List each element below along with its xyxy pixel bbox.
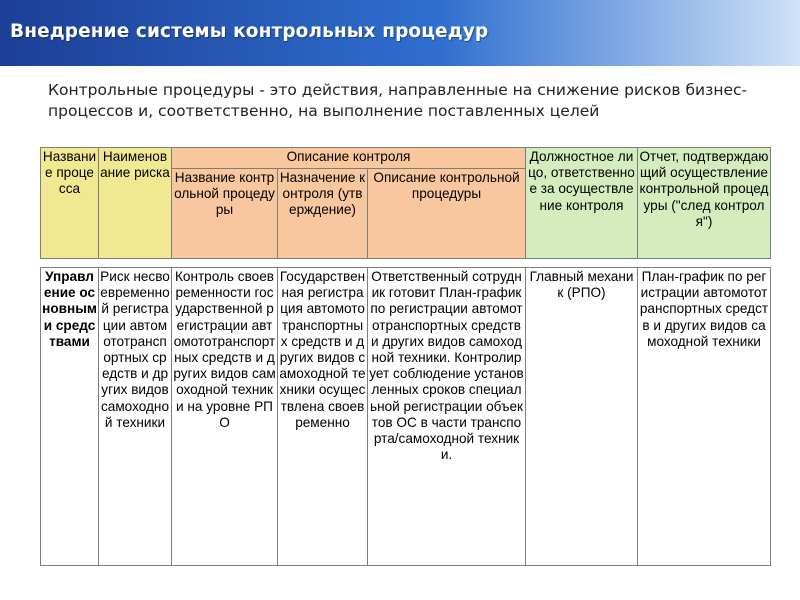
header-process-name: Название процесса	[41, 148, 99, 259]
control-table-body	[40, 267, 771, 566]
slide-title: Внедрение системы контрольных процедур	[10, 21, 489, 42]
intro-paragraph: Контрольные процедуры - это действия, направленные на снижение рисков бизнес-процессов и, соответственно, на выполнение поставленных целей	[48, 81, 748, 120]
header-control-purpose: Назначение контроля (утверждение)	[278, 169, 368, 259]
cell-risk: Риск несвоевременной регистрации автомототранспортных средств и других видов самоходной техники	[99, 268, 172, 566]
header-responsible-person: Должностное лицо, ответственное за осуществление контроля	[526, 148, 638, 259]
cell-control-description: Ответственный сотрудник готовит План-график по регистрации автомототранспортных средств и других видов самоходной техники. Контролирует соблюдение установленных сроков специальной регистрации объектов ОС в части транспорта/самоходной техники.	[368, 268, 526, 566]
cell-report: План-график по регистрации автомототранспортных средств и других видов самоходной техники	[638, 268, 771, 566]
header-report: Отчет, подтверждающий осуществление контрольной процедуры ("след контроля")	[638, 148, 771, 259]
cell-process: Управление основными средствами	[41, 268, 99, 566]
control-table-header	[40, 147, 771, 259]
header-control-procedure-description: Описание контрольной процедуры	[368, 169, 526, 259]
header-control-procedure-name: Название контрольной процедуры	[172, 169, 278, 259]
header-risk-name: Наименование риска	[99, 148, 172, 259]
slide-title-bar	[0, 0, 800, 66]
cell-responsible: Главный механик (РПО)	[526, 268, 638, 566]
cell-control-name: Контроль своевременности государственной регистрации автомототранспортных средств и других видов самоходной техники на уровне РПО	[172, 268, 278, 566]
table-row	[41, 268, 771, 566]
cell-control-purpose: Государственная регистрация автомототранспортных средств и других видов самоходной техники осуществлена своевременно	[278, 268, 368, 566]
header-control-description: Описание контроля	[172, 148, 526, 169]
